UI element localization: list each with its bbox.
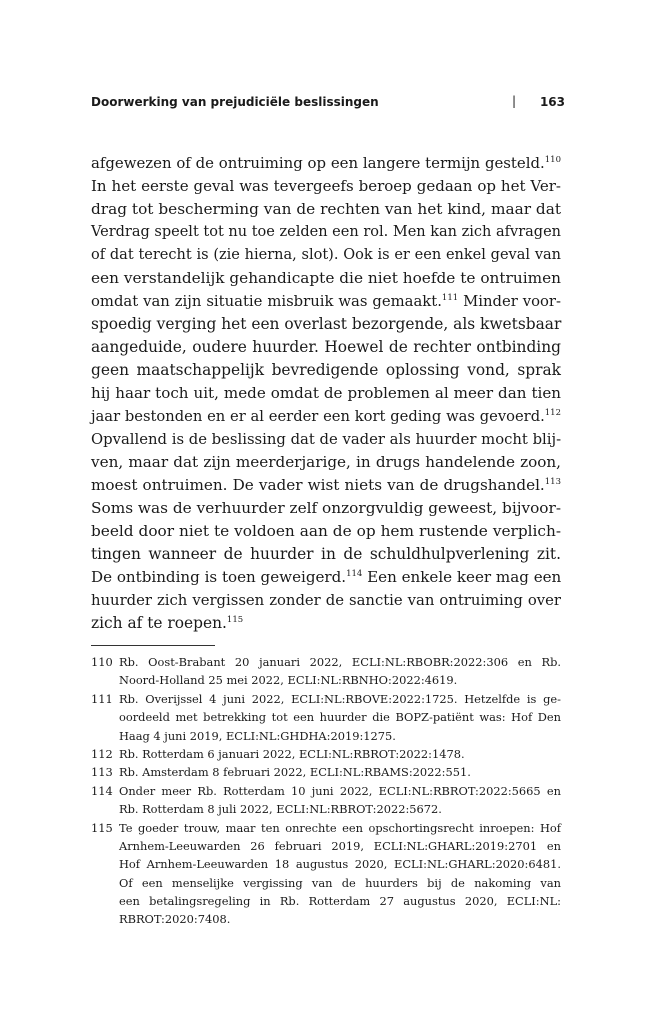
body-line-text: Opvallend is de beslissing dat de vader als huurder mocht blij- [91,431,562,448]
footnotes [91,653,561,929]
footnote-line: Rb. Overijssel 4 juni 2022, ECLI:NL:RBOVE:2022:1725. Hetzelfde is ge- [119,691,561,706]
body-line-text: ven, maar dat zijn meerderjarige, in drugs handelende zoon, [91,453,561,471]
body-line [91,405,561,428]
footnote-ref[interactable]: 110 [544,155,561,166]
footnote-number: 112 [91,746,113,761]
footnote [91,690,561,745]
body-line-text: drag tot bescherming van de rechten van het kind, maar dat [91,200,561,218]
footnote-ref[interactable]: 113 [544,476,561,487]
footnote-line: Noord-Holland 25 mei 2022, ECLI:NL:RBNHO:2022:4619. [119,673,458,688]
body-line [91,336,561,359]
footnote-line: Rb. Rotterdam 6 januari 2022, ECLI:NL:RBROT:2022:1478. [119,746,465,761]
footnote-number: 113 [91,765,113,780]
body-line-text: Een enkele keer mag een [362,568,562,586]
footnote-number: 110 [91,655,113,669]
body-line [91,152,561,175]
body-line-text: geen maatschappelijk bevredigende oplossing vond, sprak [91,361,561,379]
body-line-text: tingen wanneer de huurder in de schuldhulpverlening zit. [91,545,561,563]
body-line [91,566,561,589]
footnote-ref[interactable]: 112 [544,408,561,419]
body-line [91,313,561,336]
footnote-line: oordeeld met betrekking tot een huurder die BOPZ-patiënt was: Hof Den [119,710,561,725]
footnote-line: Onder meer Rb. Rotterdam 10 juni 2022, ECLI:NL:RBROT:2022:5665 en [119,783,561,798]
body-text [91,152,561,635]
footnote-line: Rb. Amsterdam 8 februari 2022, ECLI:NL:RBAMS:2022:551. [119,765,471,780]
body-line [91,359,561,382]
body-line [91,589,561,612]
footnote-number: 111 [91,691,113,706]
body-line [91,198,561,221]
body-line [91,474,561,497]
footnote-ref[interactable]: 115 [226,614,244,625]
body-line [91,451,561,474]
body-line [91,175,561,198]
body-line-text: moest ontruimen. De vader wist niets van de drugshandel. [91,476,545,494]
footnote [91,782,561,819]
body-line-text: jaar bestonden en er al eerder een kort geding was gevoerd. [91,408,545,425]
footnote-rule [91,645,215,646]
footnote-ref[interactable]: 111 [441,293,459,304]
footnote-number: 114 [91,783,113,798]
body-line [91,221,561,244]
body-line-text: een verstandelijk gehandicapte die niet hoefde te ontruimen [91,269,561,287]
page-number: 163 [539,95,565,109]
body-line-text: Verdrag speelt tot nu toe zelden een rol. Men kan zich afvragen [91,224,561,240]
body-line [91,428,561,451]
footnote [91,763,561,781]
footnote-line: RBROT:2020:7408. [119,912,231,927]
footnote [91,745,561,763]
body-line-text: aangeduide, oudere huurder. Hoewel de rechter ontbinding [91,338,561,356]
body-line [91,543,561,566]
footnote-number: 115 [91,820,113,835]
body-line-text: omdat van zijn situatie misbruik was gemaakt. [91,293,442,310]
footnote-line: Te goeder trouw, maar ten onrechte een opschortingsrecht inroepen: Hof [119,820,561,835]
body-line [91,267,561,290]
footnote-line: Haag 4 juni 2019, ECLI:NL:GHDHA:2019:1275. [119,728,396,743]
footnote-line: Of een menselijke vergissing van de huurders bij de nakoming van [119,875,561,890]
footnote-line: een betalingsregeling in Rb. Rotterdam 27 augustus 2020, ECLI:NL: [119,894,561,909]
body-line-text: afgewezen of de ontruiming op een langere termijn gesteld. [91,154,545,172]
running-title: Doorwerking van prejudiciële beslissingen [91,95,379,109]
body-line-text: Soms was de verhuurder zelf onzorgvuldig geweest, bijvoor- [91,499,561,517]
body-line [91,612,561,635]
body-line [91,290,561,313]
body-line-text: De ontbinding is toen geweigerd. [91,568,347,586]
footnote [91,819,561,929]
body-line-text: zich af te roepen. [91,614,227,632]
body-line-text: hij haar toch uit, mede omdat de problemen al meer dan tien [91,384,561,402]
footnote-line: Arnhem-Leeuwarden 26 februari 2019, ECLI:NL:GHARL:2019:2701 en [119,838,561,853]
body-line-text: beeld door niet te voldoen aan de op hem rustende verplich- [91,522,561,540]
body-line-text: of dat terecht is (zie hierna, slot). Ook is er een enkel geval van [91,247,561,263]
body-line [91,244,561,267]
header-separator: | [512,94,517,108]
running-header [91,95,565,113]
footnote-line: Rb. Rotterdam 8 juli 2022, ECLI:NL:RBROT:2022:5672. [119,802,442,817]
body-line-text: spoedig verging het een overlast bezorgende, als kwetsbaar [91,315,562,333]
footnote-ref[interactable]: 114 [346,568,363,579]
body-line [91,497,561,520]
body-line-text: In het eerste geval was tevergeefs beroep gedaan op het Ver- [91,177,561,195]
footnote [91,653,561,690]
footnote-line: Rb. Oost-Brabant 20 januari 2022, ECLI:NL:RBOBR:2022:306 en Rb. [119,655,561,669]
footnote-line: Hof Arnhem-Leeuwarden 18 augustus 2020, ECLI:NL:GHARL:2020:6481. [119,857,561,872]
body-line-text: huurder zich vergissen zonder de sanctie van ontruiming over [91,592,561,609]
body-line [91,382,561,405]
body-line [91,520,561,543]
body-line-text: Minder voor- [458,293,561,310]
